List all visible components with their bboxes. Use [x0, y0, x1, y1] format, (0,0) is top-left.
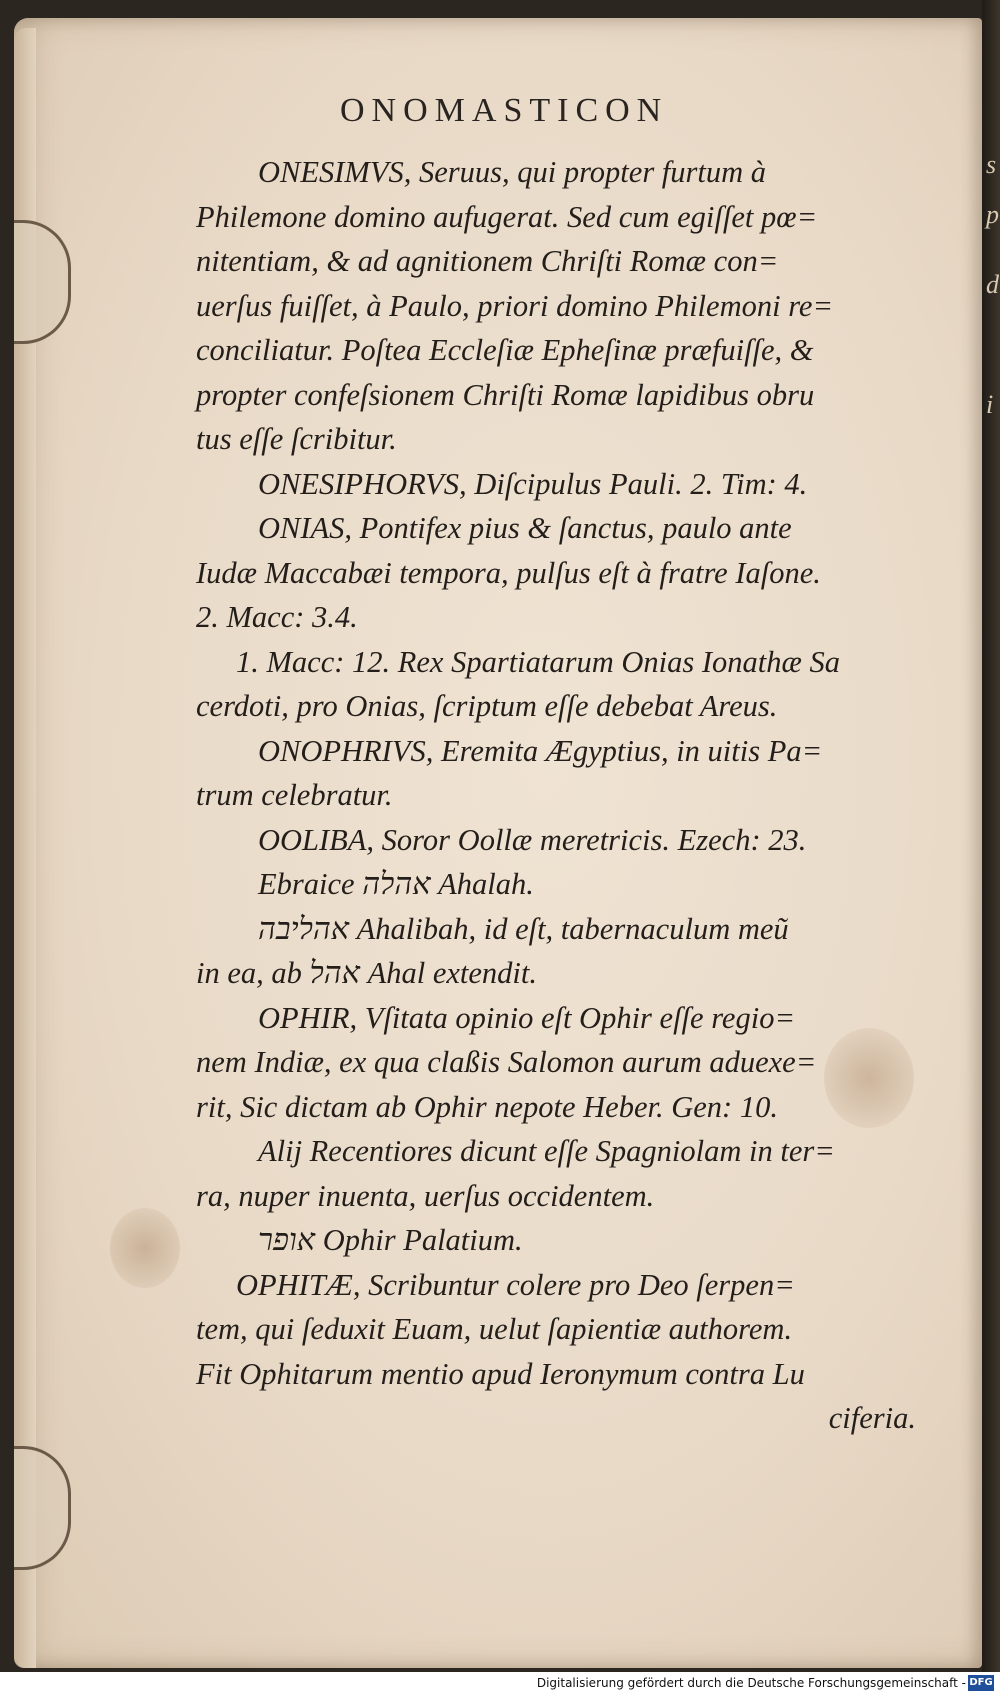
text-line: nem Indiæ, ex qua claßis Salomon aurum aduexe=	[196, 1045, 817, 1079]
text-line: rit, Sic dictam ab Ophir nepote Heber. Gen: 10.	[196, 1089, 778, 1124]
text-line: ONIAS, Pontifex pius & ſanctus, paulo ante	[258, 511, 792, 545]
text-line: Alij Recentiores dicunt eſſe Spagniolam in ter=	[258, 1134, 835, 1168]
facing-page-letter: d	[986, 270, 999, 299]
text-line: OPHIR, Vſitata opinio eſt Ophir eſſe regio=	[258, 1000, 796, 1035]
facing-page-letter: p	[986, 200, 999, 229]
text-line: Ebraice אהלה Ahalah.	[258, 867, 534, 901]
clasp-tab-top	[14, 220, 71, 344]
dfg-logo: DFG	[968, 1675, 994, 1691]
text-line: ONOPHRIVS, Eremita Ægyptius, in uitis Pa=	[258, 733, 823, 768]
text-line: 1. Macc: 12. Rex Spartiatarum Onias Ionathæ Sa	[236, 644, 840, 679]
body-text	[196, 150, 936, 1441]
text-line: ONESIMVS, Seruus, qui propter furtum à	[258, 155, 767, 189]
text-line: Philemone domino aufugerat. Sed cum egiſſet pœ=	[196, 199, 818, 234]
clasp-tab-bottom	[14, 1446, 71, 1570]
text-line: OOLIBA, Soror Oollæ meretricis. Ezech: 23.	[258, 822, 807, 857]
text-line: cerdoti, pro Onias, ſcriptum eſſe debebat Areus.	[196, 689, 778, 723]
text-line: Fit Ophitarum mentio apud Ieronymum contra Lu	[196, 1356, 805, 1391]
text-line: 2. Macc: 3.4.	[196, 600, 358, 634]
text-line: trum celebratur.	[196, 778, 393, 812]
text-line: אהליבה Ahalibah, id eſt, tabernaculum meũ	[258, 911, 789, 946]
text-line: nitentiam, & ad agnitionem Chriſti Romæ con=	[196, 244, 779, 278]
running-heading: ONOMASTICON	[340, 92, 669, 129]
facing-page-letter: s	[986, 150, 997, 179]
digitization-credit: Digitalisierung gefördert durch die Deutsche Forschungsgemeinschaft -	[536, 1676, 966, 1690]
text-line: ra, nuper inuenta, uerſus occidentem.	[196, 1178, 655, 1213]
text-line: ONESIPHORVS, Diſcipulus Pauli. 2. Tim: 4.	[258, 466, 808, 501]
facing-page-letter: i	[986, 390, 994, 419]
text-line: tem, qui ſeduxit Euam, uelut ſapientiæ authorem.	[196, 1312, 793, 1346]
text-line: propter confeſsionem Chriſti Romæ lapidibus obru	[196, 377, 815, 412]
text-line: uerſus fuiſſet, à Paulo, priori domino Philemoni re=	[196, 288, 834, 323]
facing-page-strip	[982, 0, 1000, 1701]
text-line: tus eſſe ſcribitur.	[196, 422, 397, 456]
text-line: Iudæ Maccabæi tempora, pulſus eſt à fratre Iaſone.	[196, 555, 821, 590]
text-line: conciliatur. Poſtea Eccleſiæ Epheſinæ præfuiſſe, &	[196, 333, 814, 367]
text-line: אופר Ophir Palatium.	[258, 1223, 523, 1257]
text-line: OPHITÆ, Scribuntur colere pro Deo ſerpen=	[236, 1267, 795, 1302]
paper-stain	[110, 1208, 180, 1288]
text-line: ciferia.	[828, 1401, 916, 1435]
text-line: in ea, ab אהל Ahal extendit.	[196, 956, 537, 990]
